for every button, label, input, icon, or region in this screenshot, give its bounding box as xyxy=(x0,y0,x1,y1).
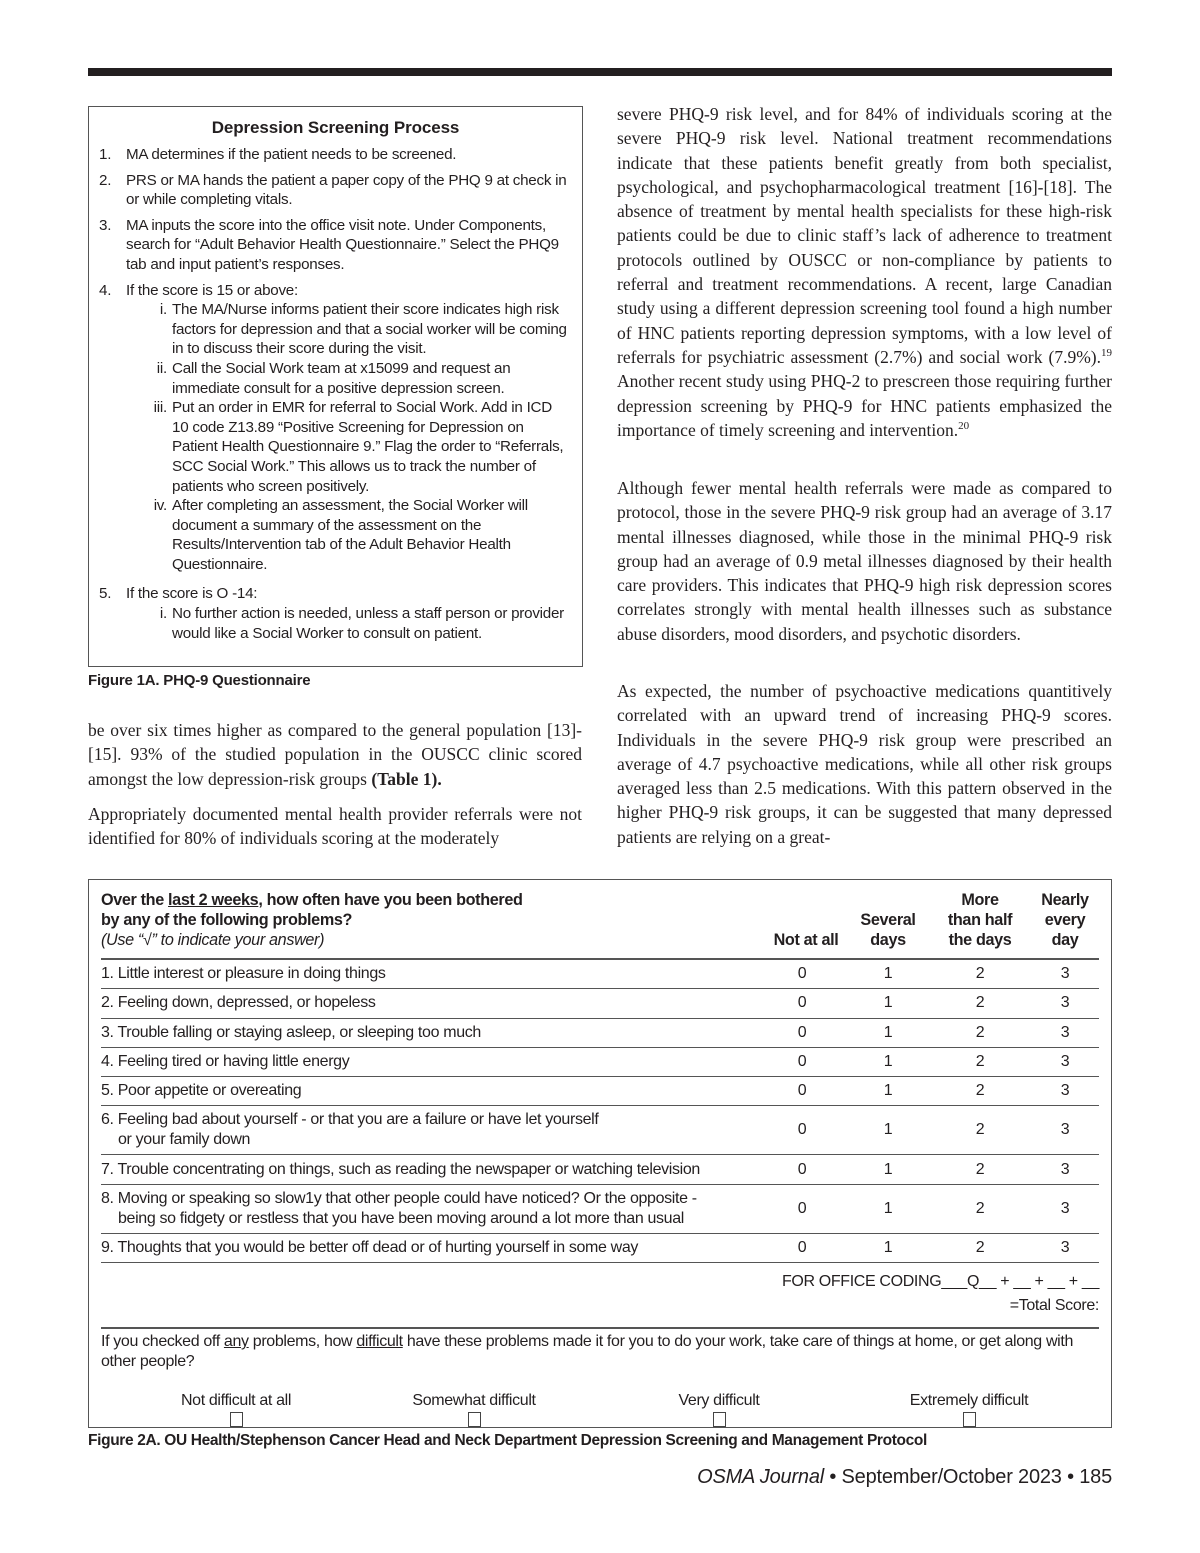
table-row: 9. Thoughts that you would be better off dead or of hurting yourself in some way 0 1 2 3 xyxy=(101,1234,1099,1263)
office-coding: FOR OFFICE CODING___Q__ + __ + __ + __ =Total Score: xyxy=(782,1270,1099,1318)
table-row: 6. Feeling bad about yourself - or that you are a failure or have let yourself or your family down 0 1 2 3 xyxy=(101,1106,1099,1155)
checkbox[interactable] xyxy=(468,1412,481,1427)
process-step-5-sub-i: i. No further action is needed, unless a staff person or provider would like a Social Worker to consult on patient. xyxy=(159,605,564,642)
figure-2a-caption: Figure 2A. OU Health/Stephenson Cancer Head and Neck Department Depression Screening and Management Protocol xyxy=(88,1432,928,1449)
score-option[interactable]: 1 xyxy=(883,994,893,1012)
score-option[interactable]: 2 xyxy=(975,1160,985,1178)
table-reference: (Table 1). xyxy=(371,768,442,789)
score-option[interactable]: 1 xyxy=(883,1053,893,1071)
score-option[interactable]: 3 xyxy=(1060,1121,1070,1139)
score-option[interactable]: 1 xyxy=(883,1238,893,1256)
difficulty-option-somewhat[interactable]: Somewhat difficult xyxy=(394,1392,554,1427)
score-option[interactable]: 1 xyxy=(883,1199,893,1217)
process-step-4-sub-iv: iv. After completing an assessment, the Social Worker will document a summary of the assessment on the Results/Intervention tab of the Adult Behavior Health Questionnaire. xyxy=(153,497,528,573)
score-option[interactable]: 2 xyxy=(975,1082,985,1100)
score-option[interactable]: 2 xyxy=(975,1053,985,1071)
table-row: 4. Feeling tired or having little energy 0 1 2 3 xyxy=(101,1048,1099,1077)
score-option[interactable]: 3 xyxy=(1060,1053,1070,1071)
total-score-label: =Total Score: xyxy=(1009,1297,1099,1314)
score-option[interactable]: 3 xyxy=(1060,1023,1070,1041)
column-header-more-than-half: More than half the days xyxy=(947,891,1013,949)
score-option[interactable]: 3 xyxy=(1060,1199,1070,1217)
column-header-nearly-every-day: Nearly every day xyxy=(1041,891,1089,949)
right-column-text-3 xyxy=(617,679,1112,860)
checkbox[interactable] xyxy=(230,1412,243,1427)
coding-divider xyxy=(101,1327,1099,1329)
difficulty-question: If you checked off any problems, how difficult have these problems made it for you to do your work, take care of things at home, or get along with other people? xyxy=(101,1333,1074,1370)
score-option[interactable]: 1 xyxy=(883,1023,893,1041)
process-step-4: 4. If the score is 15 or above: xyxy=(99,281,298,299)
paragraph: Appropriately documented mental health provider referrals were not identified for 80% of individuals scoring at the moderately xyxy=(88,803,582,849)
score-option[interactable]: 2 xyxy=(975,965,985,983)
paragraph: severe PHQ-9 risk level, and for 84% of individuals scoring at the severe PHQ-9 risk level. National treatment recommendations indicate that these patients benefit greatly from both specialist, psychological, and psychopharmacological treatment [16]-[18]. The absence of treatment by mental health specialists for these high-risk patients could be due to clinic staff’s lack of adherence to treatment protocols outlined by OUSCC or non-compliance by patients to referral and treatment recommendations. A recent, large Canadian study using a different depression screening tool found a high number of HNC patients reporting depression symptoms, with a low level of referrals for psychiatric assessment (2.7%) and social work (7.9%).$^{19}$ Another recent study using PHQ-2 to prescreen those requiring further depression screening by PHQ-9 for HNC patients emphasized the importance of timely screening and intervention.$^{20}$ xyxy=(617,104,1112,440)
checkbox[interactable] xyxy=(963,1412,976,1427)
table-row: 8. Moving or speaking so slow1y that other people could have noticed? Or the opposite - being so fidgety or restless that you have been moving around a lot more than usual 0 1 2 3 xyxy=(101,1185,1099,1234)
figure-1a-caption: Figure 1A. PHQ-9 Questionnaire xyxy=(88,672,311,689)
score-option[interactable]: 3 xyxy=(1060,1160,1070,1178)
score-option[interactable]: 0 xyxy=(797,1023,807,1041)
score-option[interactable]: 2 xyxy=(975,1238,985,1256)
table-row: 1. Little interest or pleasure in doing things 0 1 2 3 xyxy=(101,960,1099,989)
paragraph: be over six times higher as compared to the general population [13]-[15]. 93% of the studied population in the OUSCC clinic scored amongst the low depression-risk groups (Table 1). xyxy=(88,720,582,789)
score-option[interactable]: 3 xyxy=(1060,1082,1070,1100)
score-option[interactable]: 0 xyxy=(797,1121,807,1139)
score-option[interactable]: 0 xyxy=(797,1053,807,1071)
score-option[interactable]: 1 xyxy=(883,1121,893,1139)
right-column-text xyxy=(617,102,1112,453)
process-step-3: 3. MA inputs the score into the office visit note. Under Components, search for “Adult Behavior Health Questionnaire.” Select the PHQ9 tab and input patient’s responses. xyxy=(99,216,559,273)
score-option[interactable]: 1 xyxy=(883,1160,893,1178)
score-option[interactable]: 1 xyxy=(883,1082,893,1100)
table-row: 5. Poor appetite or overeating 0 1 2 3 xyxy=(101,1077,1099,1106)
column-header-not-at-all: Not at all xyxy=(773,931,839,949)
score-option[interactable]: 0 xyxy=(797,1082,807,1100)
score-option[interactable]: 0 xyxy=(797,1160,807,1178)
issue-and-page: • September/October 2023 • 185 xyxy=(824,1466,1112,1488)
journal-name: OSMA Journal xyxy=(697,1466,825,1488)
score-option[interactable]: 3 xyxy=(1060,965,1070,983)
score-option[interactable]: 3 xyxy=(1060,1238,1070,1256)
score-option[interactable]: 0 xyxy=(797,994,807,1012)
score-option[interactable]: 0 xyxy=(797,1238,807,1256)
score-option[interactable]: 0 xyxy=(797,1199,807,1217)
phq9-instruction: (Use “√” to indicate your answer) xyxy=(101,931,325,949)
process-step-2: 2. PRS or MA hands the patient a paper copy of the PHQ 9 at check in or while completing vitals. xyxy=(99,171,567,209)
process-step-5: 5. If the score is O -14: xyxy=(99,585,258,603)
score-option[interactable]: 2 xyxy=(975,1199,985,1217)
difficulty-option-very[interactable]: Very difficult xyxy=(654,1392,784,1427)
left-column-text xyxy=(88,718,582,861)
score-option[interactable]: 2 xyxy=(975,1023,985,1041)
difficulty-option-extremely[interactable]: Extremely difficult xyxy=(889,1392,1049,1427)
difficulty-option-not-difficult[interactable]: Not difficult at all xyxy=(161,1392,311,1427)
paragraph: As expected, the number of psychoactive medications quantitively correlated with an upward trend of increasing PHQ-9 scores. Individuals in the severe PHQ-9 risk group were prescribed an average of 4.7 psychoactive medications, while all other risk groups averaged less than 2.5 medications. With this pattern observed in the higher PHQ-9 risk groups, it can be suggested that many depressed patients are relying on a great- xyxy=(617,681,1112,847)
table-row: 7. Trouble concentrating on things, such as reading the newspaper or watching television 0 1 2 3 xyxy=(101,1155,1099,1184)
phq9-header xyxy=(101,890,1099,958)
right-column-text-2 xyxy=(617,476,1112,657)
score-option[interactable]: 1 xyxy=(883,965,893,983)
citation-superscript: 20 xyxy=(958,420,970,433)
process-step-4-sub-ii: ii. Call the Social Work team at x15099 and request an immediate consult for a positive depression screen. xyxy=(156,359,511,397)
checkbox[interactable] xyxy=(713,1412,726,1427)
score-option[interactable]: 2 xyxy=(975,994,985,1012)
page-footer xyxy=(697,1466,1112,1489)
score-option[interactable]: 0 xyxy=(797,965,807,983)
process-title: Depression Screening Process xyxy=(211,118,460,137)
score-option[interactable]: 3 xyxy=(1060,994,1070,1012)
process-step-4-sub-i: i. The MA/Nurse informs patient their score indicates high risk factors for depression and that a social worker will be coming in to discuss their score during the visit. xyxy=(159,301,567,358)
paragraph: Although fewer mental health referrals were made as compared to protocol, those in the severe PHQ-9 risk group had an average of 3.17 mental illnesses diagnosed, while those in the minimal PHQ-9 risk group had an average of 0.9 metal illnesses diagnosed by their health care providers. This indicates that PHQ-9 high risk depression scores correlates strongly with mental health illnesses such as substance abuse disorders, mood disorders, and psychotic disorders. xyxy=(617,478,1112,644)
column-header-several-days: Several days xyxy=(860,911,916,949)
table-row: 3. Trouble falling or staying asleep, or sleeping too much 0 1 2 3 xyxy=(101,1019,1099,1048)
phq9-items xyxy=(101,960,1099,1263)
score-option[interactable]: 2 xyxy=(975,1121,985,1139)
header-rule xyxy=(88,68,1112,76)
phq9-form xyxy=(88,879,1112,1428)
depression-screening-process-box xyxy=(88,106,583,667)
table-row: 2. Feeling down, depressed, or hopeless 0 1 2 3 xyxy=(101,989,1099,1018)
citation-superscript: 19 xyxy=(1101,347,1112,360)
process-step-1: 1. MA determines if the patient needs to be screened. xyxy=(99,146,457,163)
process-step-4-sub-iii: iii. Put an order in EMR for referral to Social Work. Add in ICD 10 code Z13.89 “Positive Screening for Depression on Patient Health Questionnaire 9.” Flag the order to “Referrals, SCC Social Work.” This allows us to track the number of patients who screen positively. xyxy=(153,399,564,495)
phq9-question: Over the last 2 weeks, how often have you been bothered by any of the following problems? xyxy=(101,891,523,929)
